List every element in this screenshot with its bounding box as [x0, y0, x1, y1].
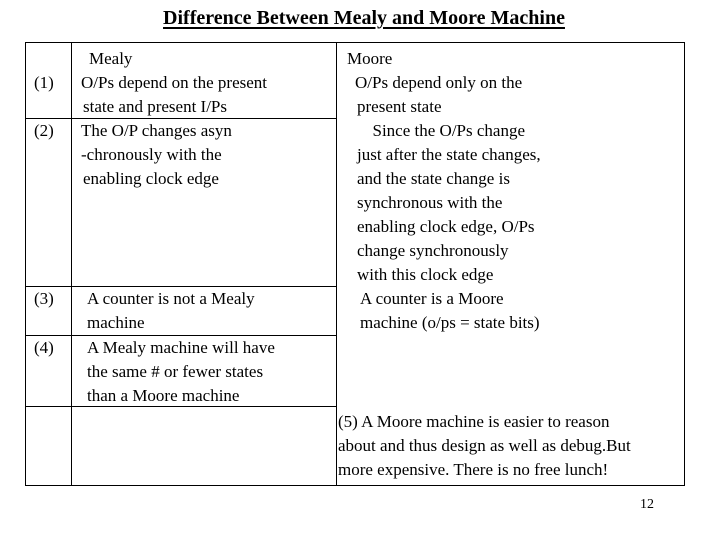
- mealy-cell-4: [87, 336, 275, 408]
- moore-cell-2-line: synchronous with the: [357, 193, 503, 212]
- moore-cell-2: [347, 119, 541, 287]
- page-number: 12: [640, 497, 654, 512]
- mealy-cell-3-line: A counter is not a Mealy: [87, 289, 255, 308]
- moore-cell-3: [360, 287, 540, 335]
- mealy-cell-4-line: A Mealy machine will have: [87, 338, 275, 357]
- mealy-cell-3-line: machine: [87, 313, 145, 332]
- row-label-1: (1): [34, 73, 54, 92]
- row-label-3: (3): [34, 289, 54, 308]
- mealy-cell-4-line: the same # or fewer states: [87, 362, 264, 381]
- moore-cell-2-line: enabling clock edge, O/Ps: [357, 217, 535, 236]
- moore-cell-2-line: just after the state changes,: [357, 145, 541, 164]
- moore-cell-1: [347, 71, 522, 119]
- moore-cell-1-line: present state: [357, 97, 442, 116]
- row-label-2: (2): [34, 121, 54, 140]
- mealy-cell-1-line: O/Ps depend on the present: [81, 73, 268, 92]
- mealy-cell-1-line: state and present I/Ps: [83, 97, 227, 116]
- mealy-cell-2-line: -chronously with the: [81, 145, 222, 164]
- moore-cell-2-line: and the state change is: [357, 169, 510, 188]
- header-mealy: Mealy: [89, 49, 133, 68]
- column-divider-middle: [336, 42, 337, 486]
- moore-note-line: more expensive. There is no free lunch!: [338, 460, 609, 479]
- moore-cell-2-line: Since the O/Ps change: [364, 121, 525, 140]
- moore-note-line: (5) A Moore machine is easier to reason: [338, 412, 610, 431]
- mealy-cell-2: [81, 119, 232, 191]
- mealy-cell-2-line: enabling clock edge: [83, 169, 219, 188]
- header-moore: Moore: [347, 49, 393, 68]
- moore-cell-3-line: A counter is a Moore: [360, 289, 504, 308]
- mealy-cell-2-line: The O/P changes asyn: [81, 121, 232, 140]
- row-label-4: (4): [34, 338, 54, 357]
- moore-note-line: about and thus design as well as debug.But: [338, 436, 631, 455]
- moore-cell-2-line: change synchronously: [357, 241, 509, 260]
- slide-title: Difference Between Mealy and Moore Machine: [163, 7, 565, 29]
- mealy-cell-4-line: than a Moore machine: [87, 386, 240, 405]
- moore-cell-3-line: machine (o/ps = state bits): [360, 313, 540, 332]
- moore-note-5: [338, 410, 631, 482]
- column-divider-labels: [71, 42, 72, 486]
- moore-cell-1-line: O/Ps depend only on the: [355, 73, 523, 92]
- mealy-cell-1: [81, 71, 267, 119]
- moore-cell-2-line: with this clock edge: [357, 265, 494, 284]
- mealy-cell-3: [87, 287, 255, 335]
